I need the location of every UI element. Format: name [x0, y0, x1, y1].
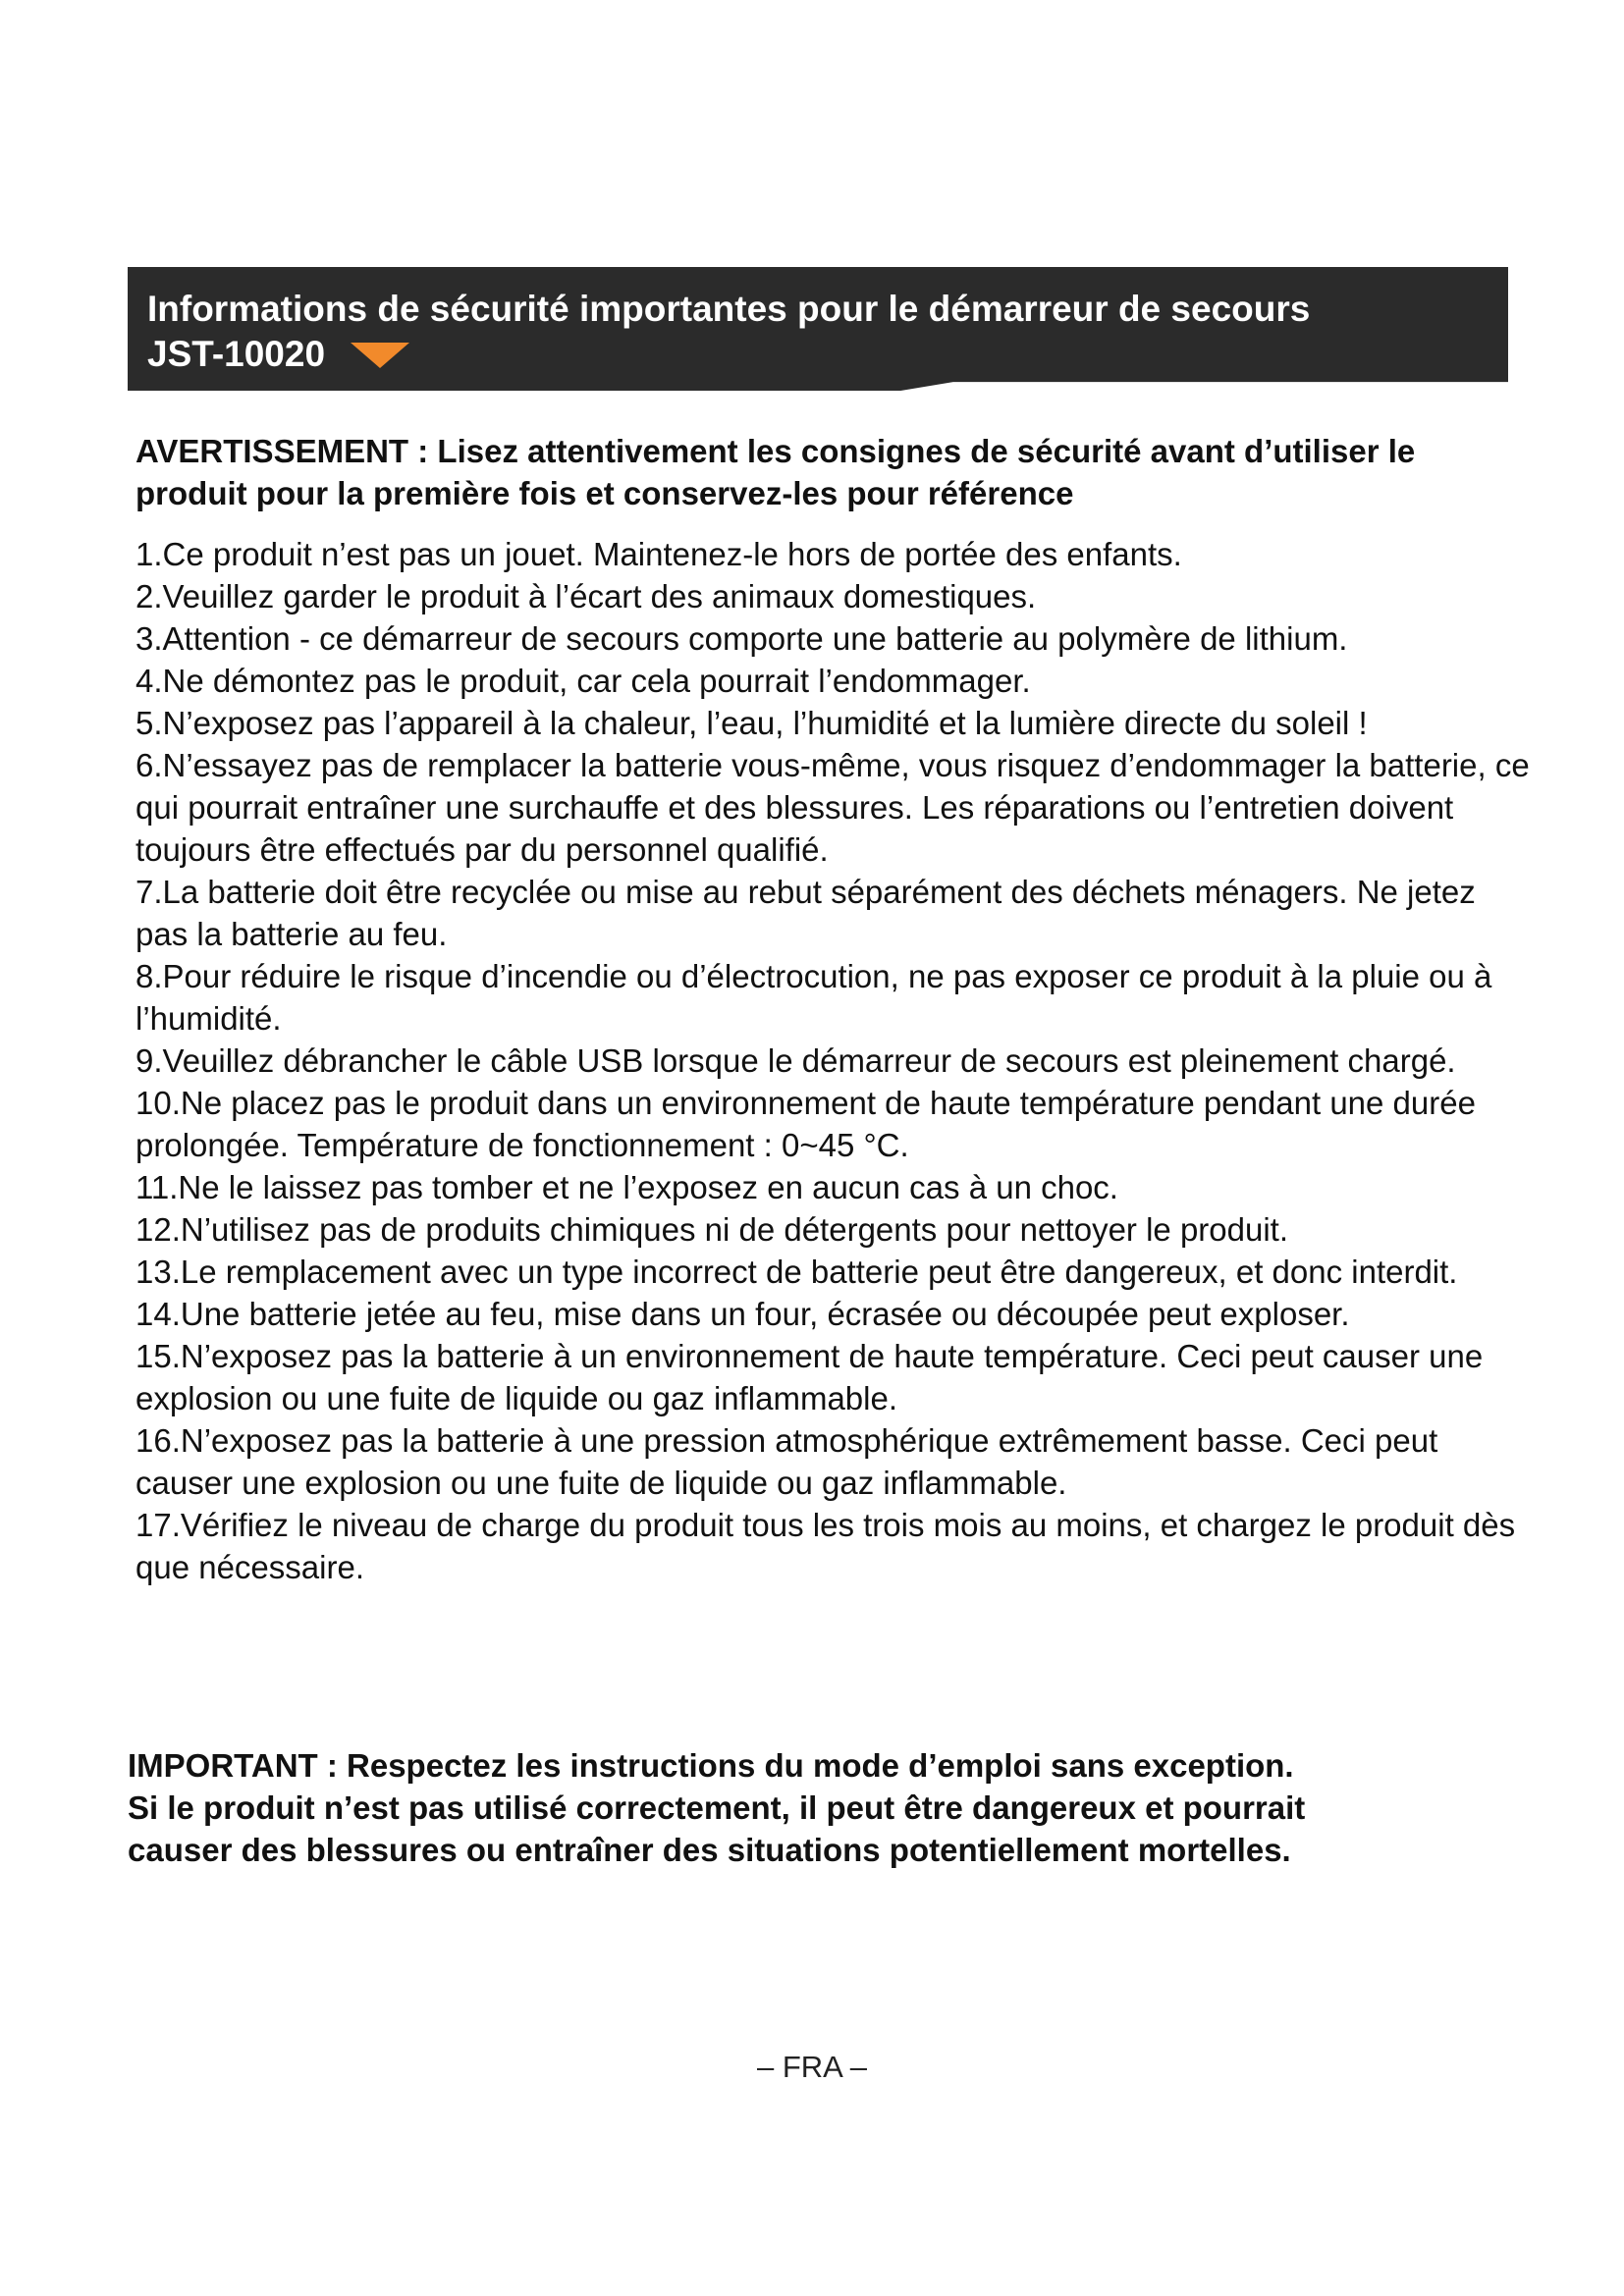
safety-list: [135, 533, 1530, 1588]
list-item: 5.N’exposez pas l’appareil à la chaleur, l’eau, l’humidité et la lumière directe du soleil !: [135, 705, 1368, 741]
important-line1: IMPORTANT : Respectez les instructions du mode d’emploi sans exception.: [128, 1747, 1294, 1784]
list-item: 14.Une batterie jetée au feu, mise dans un four, écrasée ou découpée peut exploser.: [135, 1296, 1350, 1332]
page-footer: – FRA –: [757, 2050, 867, 2084]
list-item: 7.La batterie doit être recyclée ou mise au rebut séparément des déchets ménagers. Ne jetez pas la batterie au feu.: [135, 874, 1476, 952]
list-item: 16.N’exposez pas la batterie à une pression atmosphérique extrêmement basse. Ceci peut causer une explosion ou une fuite de liquide ou gaz inflammable.: [135, 1422, 1438, 1501]
important-paragraph: [128, 1744, 1512, 1871]
list-item: 12.N’utilisez pas de produits chimiques ni de détergents pour nettoyer le produit.: [135, 1211, 1289, 1248]
list-item: 4.Ne démontez pas le produit, car cela pourrait l’endommager.: [135, 663, 1031, 699]
list-item: 3.Attention - ce démarreur de secours comporte une batterie au polymère de lithium.: [135, 620, 1348, 657]
important-line3: causer des blessures ou entraîner des situations potentiellement mortelles.: [128, 1832, 1291, 1868]
list-item: 8.Pour réduire le risque d’incendie ou d’électrocution, ne pas exposer ce produit à la pluie ou à l’humidité.: [135, 958, 1492, 1037]
list-item: 15.N’exposez pas la batterie à un environnement de haute température. Ceci peut causer une explosion ou une fuite de liquide ou gaz inflammable.: [135, 1338, 1484, 1416]
triangle-down-icon: [351, 343, 409, 368]
important-line2: Si le produit n’est pas utilisé correctement, il peut être dangereux et pourrait: [128, 1789, 1306, 1826]
list-item: 2.Veuillez garder le produit à l’écart des animaux domestiques.: [135, 578, 1037, 614]
list-item: 13.Le remplacement avec un type incorrect de batterie peut être dangereux, et donc interdit.: [135, 1254, 1458, 1290]
model-number: JST-10020: [147, 334, 326, 374]
list-item: 6.N’essayez pas de remplacer la batterie vous-même, vous risquez d’endommager la batterie, ce qui pourrait entraîner une surchauffe et des blessures. Les réparations ou l’entretien doivent toujours être effectués par du personnel qualifié.: [135, 747, 1530, 868]
list-item: 9.Veuillez débrancher le câble USB lorsque le démarreur de secours est pleinement chargé.: [135, 1042, 1456, 1079]
header-title: [147, 287, 1492, 377]
list-item: 11.Ne le laissez pas tomber et ne l’exposez en aucun cas à un choc.: [135, 1169, 1118, 1205]
header-title-line2-row: [147, 332, 1492, 377]
warning-paragraph: AVERTISSEMENT : Lisez attentivement les consignes de sécurité avant d’utiliser le produit pour la première fois et conservez-les pour référence: [135, 433, 1416, 511]
list-item: 17.Vérifiez le niveau de charge du produit tous les trois mois au moins, et chargez le produit dès que nécessaire.: [135, 1507, 1516, 1585]
list-item: 1.Ce produit n’est pas un jouet. Maintenez-le hors de portée des enfants.: [135, 536, 1182, 572]
list-item: 10.Ne placez pas le produit dans un environnement de haute température pendant une durée prolongée. Température de fonctionnement : 0~45 °C.: [135, 1085, 1476, 1163]
header-title-line1: Informations de sécurité importantes pour le démarreur de secours: [147, 289, 1311, 329]
